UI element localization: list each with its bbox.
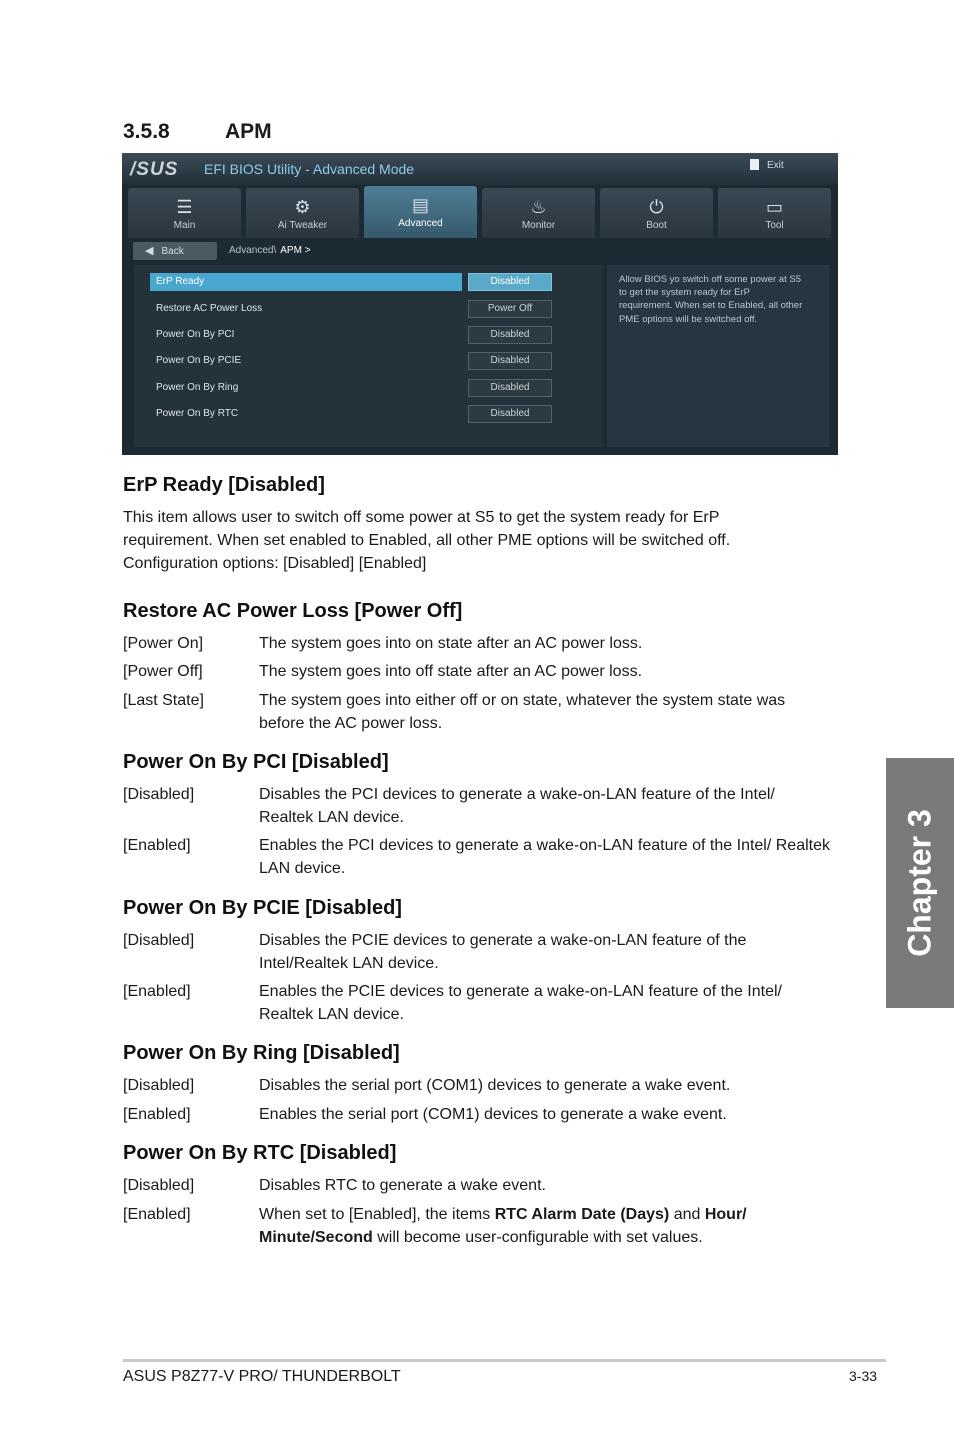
setting-label: Restore AC Power Loss xyxy=(156,303,263,314)
tab-label: Ai Tweaker xyxy=(277,220,328,231)
option-key: [Power Off] xyxy=(123,663,203,680)
tab-label: Tool xyxy=(765,220,784,231)
option-key: [Enabled] xyxy=(123,837,191,854)
setting-value[interactable]: Power Off xyxy=(468,300,552,318)
erp-line: requirement. When set enabled to Enabled, all other PME options will be switched off. xyxy=(123,532,731,549)
chapter-tab xyxy=(886,758,954,1008)
heading-power-on-by-pci: Power On By PCI [Disabled] xyxy=(123,751,389,773)
heading-erp-ready: ErP Ready [Disabled] xyxy=(123,474,325,496)
option-key: [Enabled] xyxy=(123,983,191,1000)
option-desc: Enables the PCI devices to generate a wake-on-LAN feature of the Intel/ Realtek LAN device. xyxy=(259,837,830,877)
setting-label: ErP Ready xyxy=(150,273,462,291)
option-desc-text: will become user-configurable with set values. xyxy=(372,1229,703,1246)
heading-restore-ac-power-loss: Restore AC Power Loss [Power Off] xyxy=(123,600,463,622)
setting-value[interactable]: Disabled xyxy=(468,352,552,370)
option-desc: The system goes into on state after an AC power loss. xyxy=(259,635,643,652)
erp-line: Configuration options: [Disabled] [Enabled] xyxy=(123,555,427,572)
setting-label: Power On By Ring xyxy=(156,382,239,393)
power-icon: ⏻ xyxy=(649,197,664,217)
option-desc: Disables the PCIE devices to generate a wake-on-LAN feature of the Intel/Realtek LAN device. xyxy=(259,932,747,972)
option-desc-text: and xyxy=(669,1206,705,1223)
option-key: [Disabled] xyxy=(123,786,195,803)
back-label: Back xyxy=(161,246,184,257)
section-number: 3.5.8 xyxy=(123,120,170,143)
section-name: APM xyxy=(225,120,272,143)
tab-boot[interactable] xyxy=(600,188,713,238)
tab-tool[interactable] xyxy=(718,188,831,238)
tab-ai-tweaker[interactable] xyxy=(246,188,359,238)
option-key: [Last State] xyxy=(123,692,204,709)
setting-value[interactable]: Disabled xyxy=(468,405,552,423)
option-desc xyxy=(259,1203,833,1249)
option-key: [Disabled] xyxy=(123,932,195,949)
tab-label: Boot xyxy=(646,220,667,231)
option-desc: Disables RTC to generate a wake event. xyxy=(259,1177,546,1194)
tweaker-icon: ⚙ xyxy=(294,197,311,217)
footer-product: ASUS P8Z77-V PRO/ THUNDERBOLT xyxy=(123,1368,401,1385)
setting-label: Power On By PCI xyxy=(156,329,235,340)
option-desc: Disables the PCI devices to generate a wake-on-LAN feature of the Intel/ Realtek LAN device. xyxy=(259,786,775,826)
option-desc-bold: RTC Alarm Date (Days) xyxy=(494,1206,670,1223)
help-panel xyxy=(607,265,829,447)
option-desc: The system goes into off state after an AC power loss. xyxy=(259,663,643,680)
tab-advanced[interactable] xyxy=(364,186,477,238)
option-desc: Disables the serial port (COM1) devices to generate a wake event. xyxy=(259,1077,731,1094)
option-key: [Enabled] xyxy=(123,1106,191,1123)
tool-icon: ▭ xyxy=(765,197,783,217)
setting-value[interactable]: Disabled xyxy=(468,379,552,397)
tab-monitor[interactable] xyxy=(482,188,595,238)
option-desc-text: When set to [Enabled], the items xyxy=(259,1206,495,1223)
back-button[interactable] xyxy=(133,242,217,260)
exit-icon xyxy=(750,159,759,170)
breadcrumb-path[interactable]: Advanced\ xyxy=(229,245,277,256)
option-key: [Enabled] xyxy=(123,1206,191,1223)
bios-tabs xyxy=(122,188,838,238)
exit-label: Exit xyxy=(767,160,784,171)
option-key: [Disabled] xyxy=(123,1177,195,1194)
asus-logo: /SUS xyxy=(130,159,179,180)
exit-button[interactable] xyxy=(750,159,784,171)
back-arrow-icon: ◀ xyxy=(145,245,154,257)
tab-label: Advanced xyxy=(398,218,443,229)
bios-navbar xyxy=(130,240,830,262)
option-desc: The system goes into either off or on state, whatever the system state was before the AC power loss. xyxy=(259,692,786,732)
breadcrumb xyxy=(229,245,311,256)
option-key: [Power On] xyxy=(123,635,204,652)
bios-screenshot xyxy=(122,153,838,455)
heading-power-on-by-ring: Power On By Ring [Disabled] xyxy=(123,1042,400,1064)
option-desc: Enables the serial port (COM1) devices to generate a wake event. xyxy=(259,1106,727,1123)
section-title xyxy=(123,120,272,144)
tab-main[interactable] xyxy=(128,188,241,238)
chapter-label: Chapter 3 xyxy=(901,809,938,957)
bios-app-title: EFI BIOS Utility - Advanced Mode xyxy=(204,161,415,177)
setting-label: Power On By PCIE xyxy=(156,355,242,366)
footer-rule xyxy=(123,1359,886,1362)
erp-description xyxy=(123,506,839,575)
setting-label: Power On By RTC xyxy=(156,408,239,419)
monitor-icon: ♨ xyxy=(530,197,547,217)
heading-power-on-by-pcie: Power On By PCIE [Disabled] xyxy=(123,897,402,919)
setting-value[interactable]: Disabled xyxy=(468,273,552,291)
tab-label: Main xyxy=(173,220,196,231)
heading-power-on-by-rtc: Power On By RTC [Disabled] xyxy=(123,1142,397,1164)
setting-value[interactable]: Disabled xyxy=(468,326,552,344)
erp-line: This item allows user to switch off some power at S5 to get the system ready for ErP xyxy=(123,509,720,526)
advanced-icon: ▤ xyxy=(411,195,429,215)
option-key: [Disabled] xyxy=(123,1077,195,1094)
tab-label: Monitor xyxy=(521,220,556,231)
option-desc-bold: Hour/ Minute/Second xyxy=(259,1206,747,1246)
bios-titlebar xyxy=(122,153,838,185)
breadcrumb-current: APM > xyxy=(280,245,311,256)
footer-page-number: 3-33 xyxy=(849,1368,878,1384)
option-desc: Enables the PCIE devices to generate a wake-on-LAN feature of the Intel/ Realtek LAN device. xyxy=(259,983,782,1023)
settings-panel xyxy=(134,265,602,447)
help-text: Allow BIOS yo switch off some power at S5 to get the system ready for ErP requirement. When set to Enabled, all other PME options will be switched off. xyxy=(619,274,803,325)
list-icon: ☰ xyxy=(176,197,193,217)
